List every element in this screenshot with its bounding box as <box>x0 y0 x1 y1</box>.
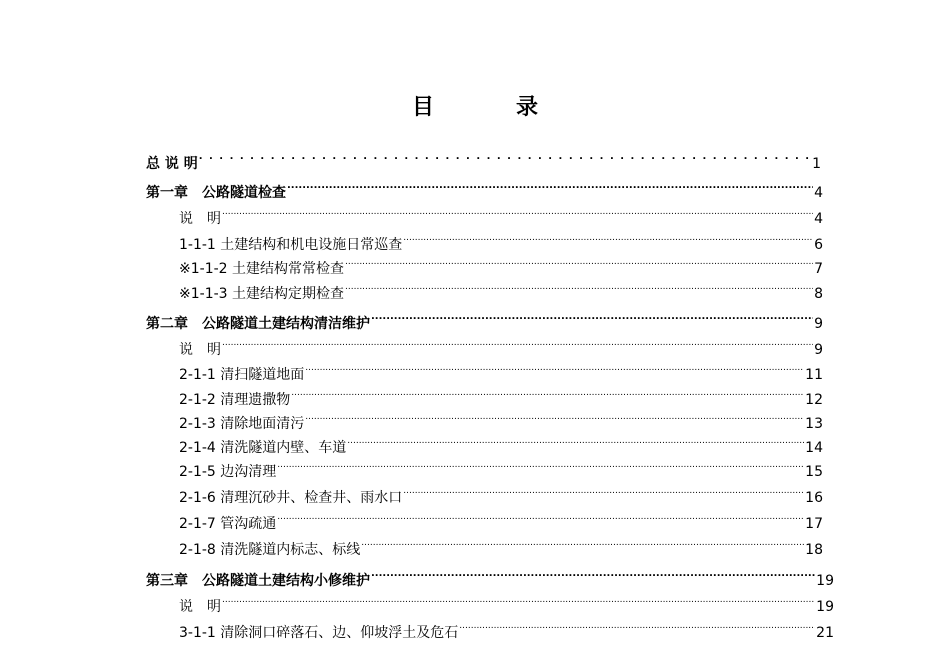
toc-chapter-entry[interactable] <box>146 177 823 201</box>
toc-section-entry[interactable] <box>179 456 823 480</box>
toc-section-entry[interactable] <box>179 432 823 456</box>
toc-section-entry[interactable] <box>179 359 823 383</box>
toc-entry-label: ※1-1-3 土建结构定期检查 <box>179 286 345 302</box>
toc-page-number: 19 <box>816 599 834 615</box>
toc-leader-dots <box>287 177 813 197</box>
toc-section-entry[interactable] <box>179 334 823 358</box>
toc-leader-dots <box>371 565 815 585</box>
toc-entry-label: 第三章 公路隧道土建结构小修维护 <box>146 573 370 589</box>
toc-entry-label: 2-1-2 清理遗撒物 <box>179 392 291 408</box>
toc-leader-dots <box>361 534 804 554</box>
toc-page-number: 19 <box>816 573 834 589</box>
toc-section-entry[interactable] <box>179 278 823 302</box>
toc-page-number: 4 <box>814 211 823 227</box>
toc-section-entry[interactable] <box>179 534 823 558</box>
toc-leader-dots <box>347 432 804 452</box>
toc-page-number: 7 <box>814 261 823 277</box>
toc-entry-label: 2-1-5 边沟清理 <box>179 464 277 480</box>
toc-chapter-entry[interactable] <box>146 148 821 172</box>
toc-entry-label: 说 明 <box>179 599 221 615</box>
toc-section-entry[interactable] <box>179 408 823 432</box>
toc-leader-dots <box>291 384 804 404</box>
toc-page-number: 16 <box>805 490 823 506</box>
toc-page-number: 15 <box>805 464 823 480</box>
toc-entry-label: 说 明 <box>179 211 221 227</box>
toc-leader-dots <box>403 482 804 502</box>
toc-leader-dots <box>403 229 813 249</box>
toc-section-entry[interactable] <box>179 203 823 227</box>
toc-leader-dots <box>222 334 813 354</box>
toc-page-number: 13 <box>805 416 823 432</box>
toc-section-entry[interactable] <box>179 617 834 641</box>
toc-chapter-entry[interactable] <box>146 308 823 332</box>
toc-page-number: 14 <box>805 440 823 456</box>
toc-entry-label: 第二章 公路隧道土建结构清洁维护 <box>146 316 370 332</box>
toc-entry-label: 2-1-1 清扫隧道地面 <box>179 367 305 383</box>
toc-page-number: 8 <box>814 286 823 302</box>
toc-page-number: 4 <box>814 185 823 201</box>
toc-leader-dots <box>277 456 804 476</box>
toc-page-number: 12 <box>805 392 823 408</box>
toc-entry-label: 3-1-1 清除洞口碎落石、边、仰坡浮土及危石 <box>179 625 459 641</box>
toc-page-number: 17 <box>805 516 823 532</box>
toc-title: 目 录 <box>411 95 568 120</box>
toc-entry-label: ※1-1-2 土建结构常常检查 <box>179 261 345 277</box>
toc-leader-dots <box>345 278 813 298</box>
toc-entry-label: 2-1-3 清除地面清污 <box>179 416 305 432</box>
toc-page-number: 9 <box>814 342 823 358</box>
toc-leader-dots <box>371 308 813 328</box>
toc-entry-label: 1-1-1 土建结构和机电设施日常巡查 <box>179 237 403 253</box>
toc-leader-dots <box>459 617 815 637</box>
toc-entry-label: 2-1-8 清洗隧道内标志、标线 <box>179 542 361 558</box>
toc-entry-label: 说 明 <box>179 342 221 358</box>
toc-chapter-entry[interactable] <box>146 565 834 589</box>
toc-leader-dots <box>305 359 804 379</box>
toc-leader-dots <box>277 508 804 528</box>
toc-section-entry[interactable] <box>179 229 823 253</box>
toc-entry-label: 2-1-6 清理沉砂井、检查井、雨水口 <box>179 490 403 506</box>
toc-entry-label: 2-1-4 清洗隧道内壁、车道 <box>179 440 347 456</box>
toc-page-number: 21 <box>816 625 834 641</box>
toc-leader-dots <box>222 591 815 611</box>
toc-leader-dots <box>305 408 804 428</box>
toc-section-entry[interactable] <box>179 253 823 277</box>
toc-entry-label: 2-1-7 管沟疏通 <box>179 516 277 532</box>
toc-section-entry[interactable] <box>179 508 823 532</box>
toc-section-entry[interactable] <box>179 384 823 408</box>
toc-section-entry[interactable] <box>179 482 823 506</box>
toc-entry-label: 总 说 明 <box>146 156 198 172</box>
toc-page-number: 9 <box>814 316 823 332</box>
toc-page-number: 18 <box>805 542 823 558</box>
toc-leader-dots <box>222 203 813 223</box>
toc-leader-dots <box>199 148 811 168</box>
toc-page-number: 6 <box>814 237 823 253</box>
toc-entry-label: 第一章 公路隧道检查 <box>146 185 286 201</box>
toc-section-entry[interactable] <box>179 591 834 615</box>
toc-page-number: 1 <box>812 156 821 172</box>
toc-leader-dots <box>345 253 813 273</box>
toc-page-number: 11 <box>805 367 823 383</box>
